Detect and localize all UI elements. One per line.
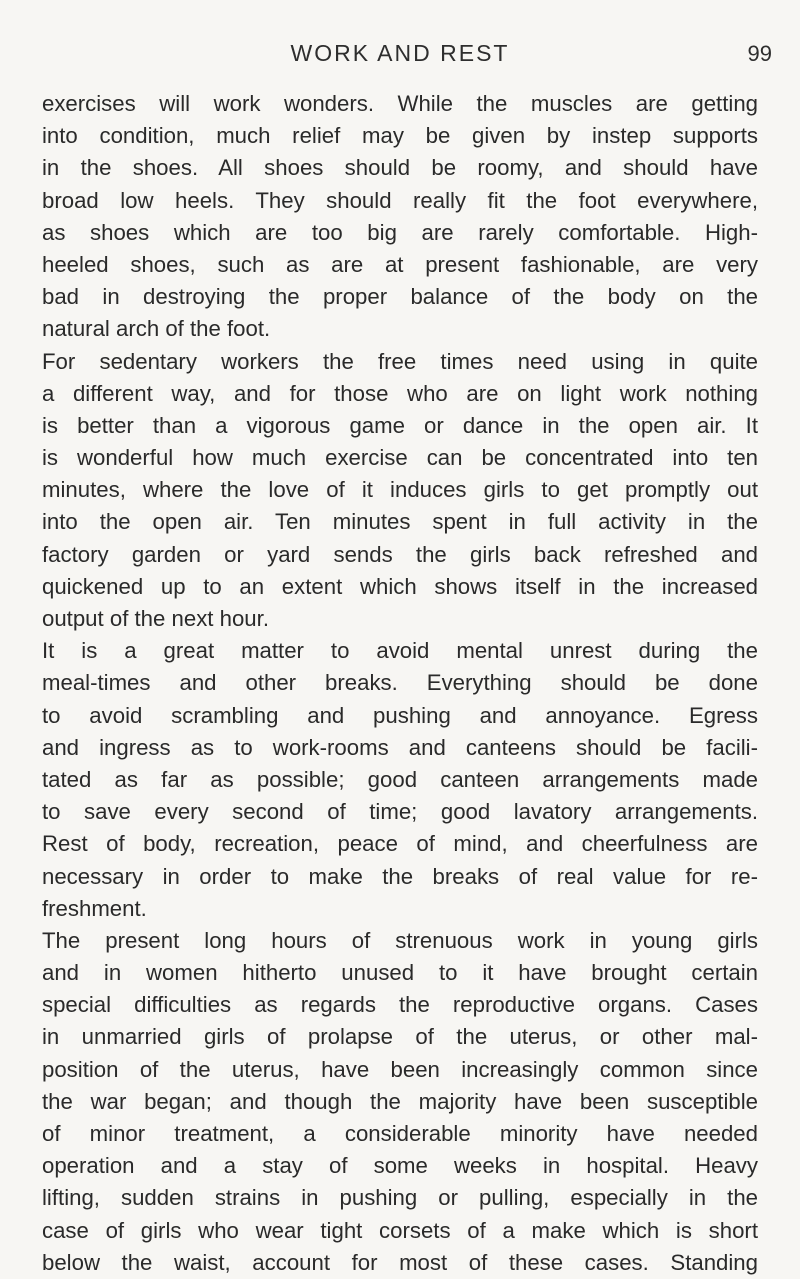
text-line: to save every second of time; good lavatory arrangements. — [42, 799, 758, 825]
text-line: natural arch of the foot. — [42, 316, 271, 342]
text-line: factory garden or yard sends the girls back refreshed and — [42, 541, 758, 567]
text-line: freshment. — [42, 895, 147, 921]
text-line: broad low heels. They should really fit the foot everywhere, — [42, 187, 758, 213]
page-number: 99 — [747, 41, 772, 66]
text-line: below the waist, account for most of these cases. Standing — [42, 1249, 758, 1275]
running-head — [0, 40, 800, 80]
text-line: minutes, where the love of it induces girls to get promptly out — [42, 477, 758, 503]
text-line: into condition, much relief may be given by instep supports — [42, 123, 758, 149]
text-line: For sedentary workers the free times need using in quite — [42, 348, 758, 374]
text-line: into the open air. Ten minutes spent in full activity in the — [42, 509, 758, 535]
text-line: tated as far as possible; good canteen arrangements made — [42, 766, 758, 792]
text-line: Rest of body, recreation, peace of mind, and cheerfulness are — [42, 831, 758, 857]
text-line: in unmarried girls of prolapse of the uterus, or other mal- — [42, 1024, 758, 1050]
text-line: lifting, sudden strains in pushing or pulling, especially in the — [42, 1185, 758, 1211]
text-line: The present long hours of strenuous work in young girls — [42, 927, 758, 953]
body-text — [42, 88, 758, 1279]
text-line: operation and a stay of some weeks in hospital. Heavy — [42, 1153, 758, 1179]
text-line: case of girls who wear tight corsets of a make which is short — [42, 1217, 758, 1243]
text-line: the war began; and though the majority have been susceptible — [42, 1088, 758, 1114]
text-line: to avoid scrambling and pushing and annoyance. Egress — [42, 702, 758, 728]
text-line: position of the uterus, have been increasingly common since — [42, 1056, 758, 1082]
text-line: and ingress as to work-rooms and canteens should be facili- — [42, 734, 758, 760]
text-line: is better than a vigorous game or dance in the open air. It — [42, 412, 758, 438]
running-title: WORK AND REST — [290, 40, 510, 66]
text-line: quickened up to an extent which shows itself in the increased — [42, 573, 758, 599]
text-line: exercises will work wonders. While the muscles are getting — [42, 91, 758, 116]
text-line: It is a great matter to avoid mental unrest during the — [42, 638, 758, 664]
text-line: meal-times and other breaks. Everything should be done — [42, 670, 758, 696]
text-line: is wonderful how much exercise can be concentrated into ten — [42, 445, 758, 471]
text-line: heeled shoes, such as are at present fashionable, are very — [42, 251, 758, 277]
text-line: necessary in order to make the breaks of real value for re- — [42, 863, 758, 889]
text-line: of minor treatment, a considerable minority have needed — [42, 1121, 758, 1146]
text-line: a different way, and for those who are on light work nothing — [42, 380, 758, 406]
text-line: as shoes which are too big are rarely comfortable. High- — [42, 219, 758, 245]
text-line: and in women hitherto unused to it have brought certain — [42, 960, 758, 986]
text-line: output of the next hour. — [42, 606, 269, 631]
text-line: bad in destroying the proper balance of the body on the — [42, 284, 758, 310]
text-line: in the shoes. All shoes should be roomy, and should have — [42, 155, 758, 181]
text-line: special difficulties as regards the reproductive organs. Cases — [42, 992, 758, 1018]
